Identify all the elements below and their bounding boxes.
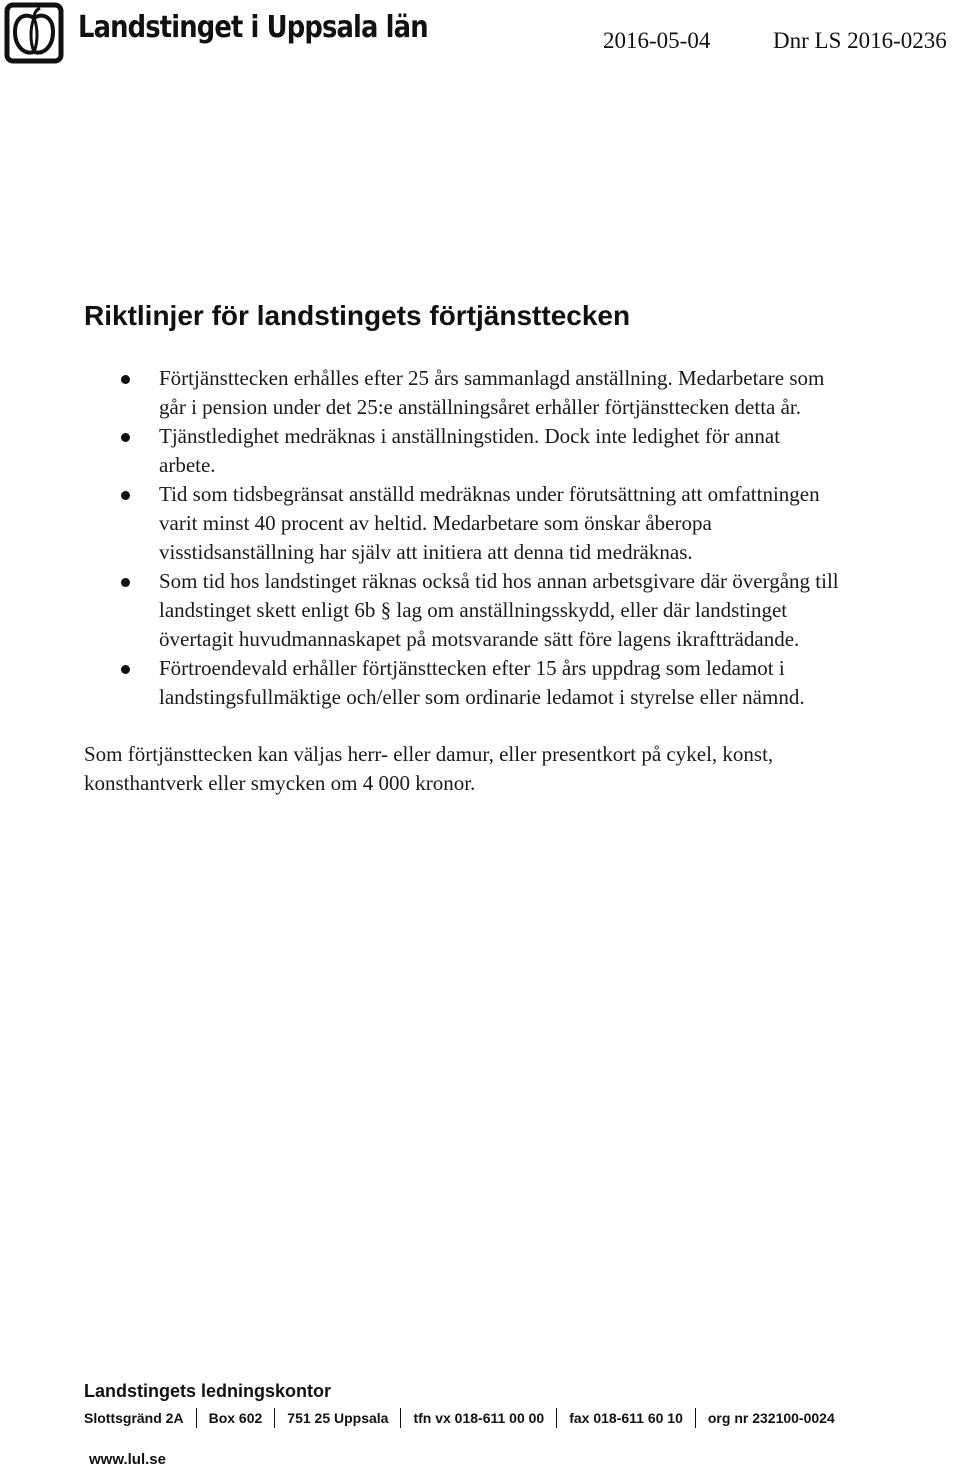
list-item-line: Tid som tidsbegränsat anställd medräknas under förutsättning att omfattningen (159, 482, 820, 506)
list-item-line: Förtjänsttecken erhålles efter 25 års sammanlagd anställning. Medarbetare som (159, 366, 825, 390)
list-item (0, 480, 959, 567)
list-item-line: landstinget skett enligt 6b § lag om anställningsskydd, eller där landstinget (159, 598, 788, 622)
footer-fax: fax 018-611 60 10 (569, 1410, 683, 1426)
list-item (0, 567, 959, 654)
list-item-line: Förtroendevald erhåller förtjänsttecken efter 15 års uppdrag som ledamot i (159, 656, 785, 680)
guideline-list (0, 364, 960, 712)
list-item-line: Som tid hos landstinget räknas också tid hos annan arbetsgivare där övergång till (159, 569, 839, 593)
bullet-icon (121, 665, 130, 674)
list-item-line: går i pension under det 25:e anställningsåret erhåller förtjänsttecken detta år. (159, 395, 802, 419)
footer-contact-bar (84, 1408, 835, 1428)
list-item-line: landstingsfullmäktige och/eller som ordinarie ledamot i styrelse eller nämnd. (159, 685, 805, 709)
footer-divider (695, 1408, 696, 1428)
footer-divider (274, 1408, 275, 1428)
footer-phone: tfn vx 018-611 00 00 (413, 1410, 545, 1426)
footer-website-link[interactable]: www.lul.se (89, 1451, 166, 1468)
list-item (0, 364, 959, 422)
document-dnr: Dnr LS 2016-0236 (773, 28, 947, 53)
list-item-line: övertagit huvudmannaskapet på motsvarande sätt före lagens ikraftträdande. (159, 627, 800, 651)
document-header (0, 0, 960, 70)
list-item (0, 422, 959, 480)
paragraph-line: Som förtjänsttecken kan väljas herr- eller damur, eller presentkort på cykel, konst, (84, 742, 774, 766)
bullet-icon (121, 433, 130, 442)
footer-office-name: Landstingets ledningskontor (84, 1381, 332, 1401)
list-item-line: visstidsanställning har själv att initiera att denna tid medräknas. (159, 540, 693, 564)
document-date: 2016-05-04 (603, 28, 711, 53)
footer-address: Slottsgränd 2A (84, 1410, 184, 1426)
footer-divider (196, 1408, 197, 1428)
paragraph-line: konsthantverk eller smycken om 4 000 kronor. (84, 771, 476, 795)
footer-org-number: org nr 232100-0024 (707, 1410, 835, 1426)
list-item-line: arbete. (159, 453, 216, 477)
footer-postcode-city: 751 25 Uppsala (287, 1410, 389, 1426)
organization-name: Landstinget i Uppsala län (78, 10, 428, 45)
footer-po-box: Box 602 (208, 1410, 263, 1426)
footer-divider (400, 1408, 401, 1428)
closing-paragraph (84, 740, 773, 798)
bullet-icon (121, 578, 130, 587)
page-title: Riktlinjer för landstingets förtjänsttecken (84, 300, 631, 331)
apple-logo-icon (4, 2, 64, 64)
bullet-icon (121, 491, 130, 500)
list-item (0, 654, 959, 712)
bullet-icon (121, 375, 130, 384)
list-item-line: Tjänstledighet medräknas i anställningstiden. Dock inte ledighet för annat (159, 424, 781, 448)
list-item-line: varit minst 40 procent av heltid. Medarbetare som önskar åberopa (159, 511, 712, 535)
footer-divider (556, 1408, 557, 1428)
